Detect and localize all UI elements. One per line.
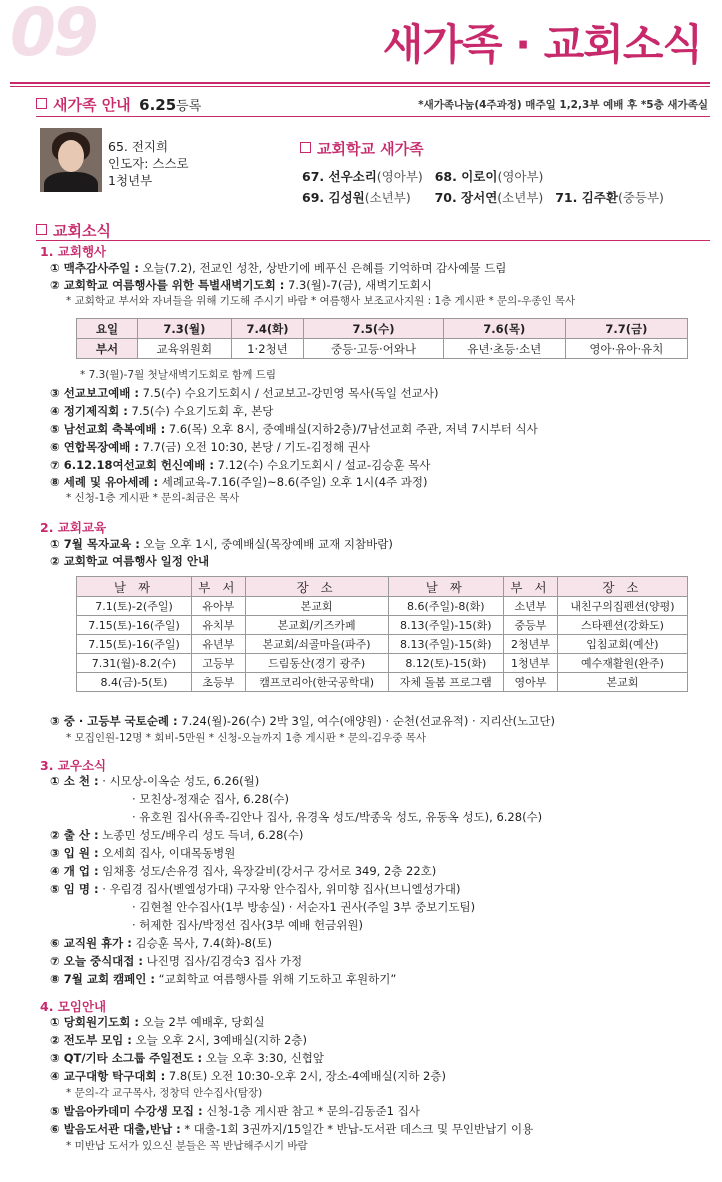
- page-title: 새가족 · 교회소식: [382, 20, 702, 69]
- s1-item-8: ⑧ 세례 및 유아세례 : 세례교육-7.16(주일)~8.6(주일) 오후 1시(4주 과정): [50, 475, 428, 489]
- table-row: 7.15(토)-16(주일) 유치부 본교회/키즈카페 8.13(주일)-15(화) 중등부 스타펜션(강화도): [77, 616, 688, 635]
- s4-item-5: ⑤ 발음아카데미 수강생 모집 : 신청-1층 게시판 참고 * 문의-김동준1 집사: [50, 1104, 420, 1118]
- list-item: 70. 장서연(소년부): [434, 190, 544, 205]
- member-photo: [40, 128, 102, 192]
- table-row: 날 짜 부 서 장 소 날 짜 부 서 장 소: [77, 577, 688, 597]
- s3-item-2: ② 출 산 : 노종민 성도/배우리 성도 득녀, 6.28(수): [50, 828, 304, 842]
- s4-item-6-note: * 미반납 도서가 있으신 분들은 꼭 반납해주시기 바람: [66, 1140, 308, 1152]
- s4-item-4-note: * 문의-각 교구목사, 정창덕 안수집사(탐장): [66, 1087, 263, 1099]
- s4-item-2: ② 전도부 모임 : 오늘 오후 2시, 3예배실(지하 2층): [50, 1033, 307, 1047]
- summer-camp-table: [76, 576, 688, 692]
- square-bullet-icon: [36, 98, 47, 109]
- s4-item-6: ⑥ 발음도서관 대출,반납 : * 대출-1회 3권까지/15일간 * 반납-도서관 데스크 및 무인반납기 이용: [50, 1122, 534, 1136]
- section-1-title: 1. 교회행사: [40, 244, 107, 259]
- s3-item-4: ④ 개 업 : 임채홍 성도/손유경 집사, 육장갈비(강서구 강서로 349, 2층 22호): [50, 864, 437, 878]
- church-news-heading: 교회소식: [36, 220, 111, 241]
- s1-item-8-note: * 신청-1층 게시판 * 문의-최금은 목사: [66, 492, 240, 504]
- s2-item-2: ② 교회학교 여름행사 일정 안내: [50, 554, 210, 568]
- section-2-title: 2. 교회교육: [40, 520, 107, 535]
- prayer-schedule-table: [76, 318, 688, 359]
- square-bullet-icon: [36, 224, 47, 235]
- section-4-title: 4. 모임안내: [40, 999, 107, 1014]
- new-family-heading: 새가족 안내: [53, 96, 131, 114]
- s1-item-4: ④ 정기제직회 : 7.5(수) 수요기도회 후, 본당: [50, 404, 274, 418]
- table-row: 요일 7.3(월) 7.4(화) 7.5(수) 7.6(목) 7.7(금): [77, 319, 688, 339]
- s1-item-7: ⑦ 6.12.18여선교회 헌신예배 : 7.12(수) 수요기도회시 / 설교-김승훈 목사: [50, 458, 431, 472]
- s1-table-note: * 7.3(월)-7월 첫날새벽기도회로 함께 드림: [80, 369, 276, 381]
- new-family-date: 6.25: [139, 96, 177, 114]
- member-dept: 1청년부: [108, 173, 153, 188]
- s1-item-6: ⑥ 연합목장예배 : 7.7(금) 오전 10:30, 본당 / 기도-김정해 권사: [50, 440, 370, 454]
- church-school-list: [302, 166, 664, 208]
- s3-item-1: ① 소 천 : · 시모상-이옥순 성도, 6.26(월): [50, 774, 260, 788]
- s3-item-5: ⑤ 임 명 : · 우림경 집사(벧엘성가대) 구자왕 안수집사, 위미향 집사(브니엘성가대): [50, 882, 461, 896]
- section-3-title: 3. 교우소식: [40, 758, 107, 773]
- title-rule: [10, 82, 710, 84]
- s4-item-3: ③ QT/기타 소그룹 주일전도 : 오늘 오후 3:30, 신협앞: [50, 1051, 325, 1065]
- table-row: 7.31(월)-8.2(수) 고등부 드림동산(경기 광주) 8.12(토)-15(화) 1청년부 예수재활원(완주): [77, 654, 688, 673]
- s3-item-8: ⑧ 7월 교회 캠페인 : “교회학교 여름행사를 위해 기도하고 후원하기”: [50, 972, 397, 986]
- s3-item-1b: · 모친상-정재순 집사, 6.28(수): [132, 792, 289, 806]
- member-info: [108, 138, 189, 189]
- s1-item-1: ① 맥추감사주일 : 오늘(7.2), 전교인 성찬, 상반기에 베푸신 은혜를 기억하며 감사예물 드림: [50, 261, 507, 275]
- s1-item-2-note: * 교회학교 부서와 자녀들을 위해 기도해 주시기 바람 * 여름행사 보조교사지원 : 1층 게시판 * 문의-우종인 목사: [66, 295, 576, 307]
- section-rule: [36, 116, 710, 117]
- s3-item-7: ⑦ 오늘 중식대접 : 나진명 집사/김경숙3 집사 가정: [50, 954, 303, 968]
- page-number: 09: [10, 0, 96, 71]
- s3-item-6: ⑥ 교직원 휴가 : 김승훈 목사, 7.4(화)-8(토): [50, 936, 272, 950]
- s3-item-1c: · 유호원 집사(유족-김안나 집사, 유경옥 성도/박종욱 성도, 유동옥 성도), 6.28(수): [132, 810, 543, 824]
- s1-item-3: ③ 선교보고예배 : 7.5(수) 수요기도회시 / 선교보고-강민영 목사(독일 선교사): [50, 386, 439, 400]
- table-row: 7.1(토)-2(주일) 유아부 본교회 8.6(주일)-8(화) 소년부 내친구의집펜션(양평): [77, 597, 688, 616]
- s3-item-5b: · 김현철 안수집사(1부 방송실) · 서순자1 권사(주일 3부 중보기도팀): [132, 900, 476, 914]
- s3-item-3: ③ 입 원 : 오세희 집사, 이대목동병원: [50, 846, 236, 860]
- list-item: 67. 선우소리(영아부): [302, 169, 423, 184]
- table-row: 8.4(금)-5(토) 초등부 캠프코리아(한국공학대) 자체 돌봄 프로그램 영아부 본교회: [77, 673, 688, 692]
- title-rule-thin: [10, 86, 710, 87]
- s2-item-3-note: * 모집인원-12명 * 회비-5만원 * 신청-오늘까지 1층 게시판 * 문의-김우중 목사: [66, 732, 426, 744]
- s4-item-4: ④ 교구대항 탁구대회 : 7.8(토) 오전 10:30-오후 2시, 장소-4예배실(지하 2층): [50, 1069, 446, 1083]
- section-rule: [36, 240, 710, 241]
- new-family-date-suffix: 등록: [176, 99, 202, 114]
- s2-item-1: ① 7월 목자교육 : 오늘 오후 1시, 중예배실(목장예배 교재 지참바람): [50, 537, 393, 551]
- table-row: 부서 교육위원회 1·2청년 중등·고등·어와나 유년·초등·소년 영아·유아·유치: [77, 339, 688, 359]
- list-item: 71. 김주환(중등부): [555, 190, 664, 205]
- s1-item-2: ② 교회학교 여름행사를 위한 특별새벽기도회 : 7.3(월)-7(금), 새벽기도회시: [50, 278, 432, 292]
- church-school-heading: 교회학교 새가족: [300, 138, 424, 159]
- list-item: 68. 이로이(영아부): [434, 169, 544, 184]
- new-family-header: [36, 94, 708, 114]
- member-name: 65. 전지희: [108, 139, 169, 154]
- list-item: 69. 김성원(소년부): [302, 190, 411, 205]
- new-family-notes: *새가족나눔(4주과정) 매주일 1,2,3부 예배 후 *5층 새가족실: [418, 99, 708, 111]
- s4-item-1: ① 당회원기도회 : 오늘 2부 예배후, 당회실: [50, 1015, 265, 1029]
- table-row: 7.15(토)-16(주일) 유년부 본교회/쇠골마을(파주) 8.13(주일)-15(화) 2청년부 입침교회(예산): [77, 635, 688, 654]
- s1-item-5: ⑤ 남선교회 축복예배 : 7.6(목) 오후 8시, 중예배실(지하2층)/7남선교회 주관, 저녁 7시부터 식사: [50, 422, 538, 436]
- s3-item-5c: · 허제한 집사/박정선 집사(3부 예배 헌금위원): [132, 918, 363, 932]
- member-guide: 인도자: 스스로: [108, 156, 189, 171]
- square-bullet-icon: [300, 142, 311, 153]
- s2-item-3: ③ 중 · 고등부 국토순례 : 7.24(월)-26(수) 2박 3일, 여수(애양원) · 순천(선교유적) · 지리산(노고단): [50, 714, 555, 728]
